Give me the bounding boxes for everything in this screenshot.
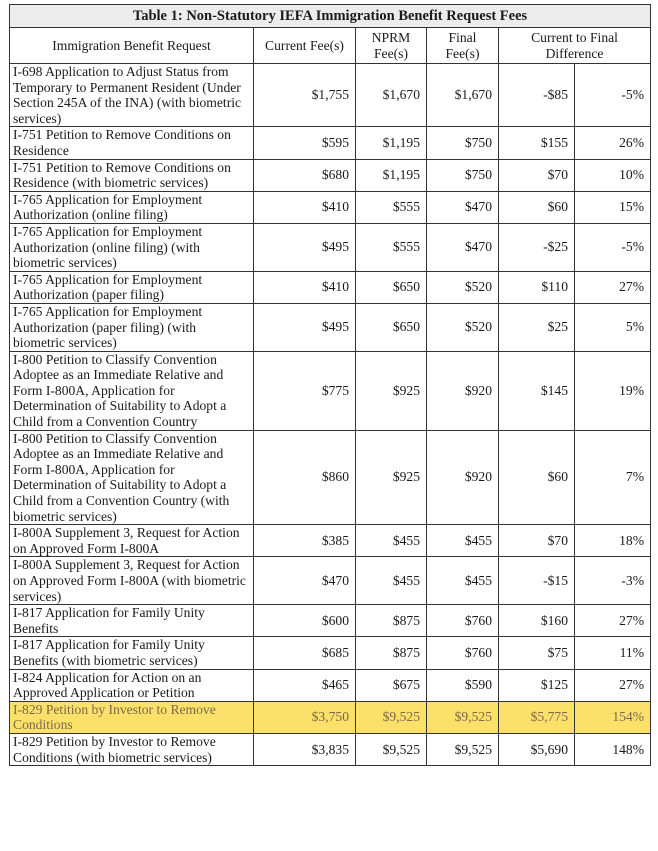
cell-request: I-800 Petition to Classify Convention Adoptee as an Immediate Relative and Form I-800A, Application for Determination of Suitability to Adopt a Child from a Convention Country (with biometric services) xyxy=(10,430,254,525)
cell-nprm-fee: $555 xyxy=(356,191,427,223)
header-final-fee: Final Fee(s) xyxy=(427,28,499,64)
cell-difference-percent: 18% xyxy=(575,525,651,557)
cell-current-fee: $685 xyxy=(254,637,356,669)
table-body xyxy=(10,64,651,766)
cell-final-fee: $9,525 xyxy=(427,701,499,733)
table-row xyxy=(10,557,651,605)
cell-current-fee: $3,835 xyxy=(254,733,356,765)
cell-request: I-800A Supplement 3, Request for Action on Approved Form I-800A xyxy=(10,525,254,557)
cell-request: I-829 Petition by Investor to Remove Conditions xyxy=(10,701,254,733)
cell-difference-percent: 27% xyxy=(575,271,651,303)
cell-current-fee: $410 xyxy=(254,191,356,223)
cell-difference-amount: $70 xyxy=(499,159,575,191)
cell-final-fee: $760 xyxy=(427,637,499,669)
cell-difference-percent: 5% xyxy=(575,303,651,351)
cell-difference-amount: $75 xyxy=(499,637,575,669)
cell-difference-percent: 10% xyxy=(575,159,651,191)
cell-difference-amount: $145 xyxy=(499,351,575,430)
cell-nprm-fee: $650 xyxy=(356,271,427,303)
cell-nprm-fee: $875 xyxy=(356,605,427,637)
table-row xyxy=(10,303,651,351)
cell-final-fee: $9,525 xyxy=(427,733,499,765)
cell-nprm-fee: $9,525 xyxy=(356,733,427,765)
cell-difference-amount: -$15 xyxy=(499,557,575,605)
cell-request: I-800 Petition to Classify Convention Adoptee as an Immediate Relative and Form I-800A, Application for Determination of Suitability to Adopt a Child from a Convention Country xyxy=(10,351,254,430)
cell-nprm-fee: $925 xyxy=(356,351,427,430)
cell-nprm-fee: $1,195 xyxy=(356,159,427,191)
cell-difference-percent: -3% xyxy=(575,557,651,605)
cell-final-fee: $750 xyxy=(427,159,499,191)
cell-current-fee: $410 xyxy=(254,271,356,303)
cell-current-fee: $385 xyxy=(254,525,356,557)
cell-request: I-817 Application for Family Unity Benefits (with biometric services) xyxy=(10,637,254,669)
cell-nprm-fee: $455 xyxy=(356,557,427,605)
cell-difference-amount: $25 xyxy=(499,303,575,351)
cell-difference-percent: 27% xyxy=(575,605,651,637)
table-row xyxy=(10,637,651,669)
cell-difference-percent: 19% xyxy=(575,351,651,430)
cell-current-fee: $3,750 xyxy=(254,701,356,733)
cell-nprm-fee: $555 xyxy=(356,223,427,271)
cell-difference-percent: -5% xyxy=(575,223,651,271)
cell-final-fee: $920 xyxy=(427,351,499,430)
fee-table xyxy=(9,4,651,766)
cell-request: I-765 Application for Employment Authorization (paper filing) xyxy=(10,271,254,303)
cell-current-fee: $495 xyxy=(254,223,356,271)
table-row xyxy=(10,605,651,637)
cell-difference-percent: 7% xyxy=(575,430,651,525)
cell-current-fee: $600 xyxy=(254,605,356,637)
cell-nprm-fee: $675 xyxy=(356,669,427,701)
table-row xyxy=(10,223,651,271)
table-row xyxy=(10,701,651,733)
cell-difference-amount: $110 xyxy=(499,271,575,303)
cell-difference-amount: $60 xyxy=(499,430,575,525)
cell-nprm-fee: $455 xyxy=(356,525,427,557)
table-row xyxy=(10,191,651,223)
cell-difference-percent: 26% xyxy=(575,127,651,159)
cell-request: I-824 Application for Action on an Approved Application or Petition xyxy=(10,669,254,701)
cell-difference-percent: 154% xyxy=(575,701,651,733)
cell-difference-amount: $5,775 xyxy=(499,701,575,733)
cell-request: I-751 Petition to Remove Conditions on Residence (with biometric services) xyxy=(10,159,254,191)
table-row xyxy=(10,271,651,303)
cell-difference-amount: -$25 xyxy=(499,223,575,271)
cell-difference-amount: $60 xyxy=(499,191,575,223)
cell-final-fee: $920 xyxy=(427,430,499,525)
cell-final-fee: $470 xyxy=(427,191,499,223)
cell-current-fee: $495 xyxy=(254,303,356,351)
table-row xyxy=(10,64,651,127)
table-row xyxy=(10,669,651,701)
cell-nprm-fee: $1,670 xyxy=(356,64,427,127)
header-difference: Current to Final Difference xyxy=(499,28,651,64)
cell-request: I-765 Application for Employment Authorization (online filing) xyxy=(10,191,254,223)
cell-current-fee: $595 xyxy=(254,127,356,159)
cell-current-fee: $1,755 xyxy=(254,64,356,127)
cell-final-fee: $590 xyxy=(427,669,499,701)
table-row xyxy=(10,351,651,430)
cell-current-fee: $680 xyxy=(254,159,356,191)
cell-difference-percent: 15% xyxy=(575,191,651,223)
cell-difference-percent: 27% xyxy=(575,669,651,701)
cell-nprm-fee: $875 xyxy=(356,637,427,669)
table-title: Table 1: Non-Statutory IEFA Immigration Benefit Request Fees xyxy=(10,5,651,28)
table-row xyxy=(10,159,651,191)
cell-request: I-829 Petition by Investor to Remove Conditions (with biometric services) xyxy=(10,733,254,765)
cell-difference-percent: 148% xyxy=(575,733,651,765)
cell-nprm-fee: $1,195 xyxy=(356,127,427,159)
cell-final-fee: $520 xyxy=(427,271,499,303)
cell-final-fee: $455 xyxy=(427,557,499,605)
cell-request: I-698 Application to Adjust Status from Temporary to Permanent Resident (Under Section 245A of the INA) (with biometric services) xyxy=(10,64,254,127)
cell-current-fee: $775 xyxy=(254,351,356,430)
cell-request: I-765 Application for Employment Authorization (online filing) (with biometric services) xyxy=(10,223,254,271)
header-request: Immigration Benefit Request xyxy=(10,28,254,64)
cell-current-fee: $465 xyxy=(254,669,356,701)
cell-final-fee: $760 xyxy=(427,605,499,637)
cell-difference-amount: $155 xyxy=(499,127,575,159)
cell-final-fee: $455 xyxy=(427,525,499,557)
table-row xyxy=(10,733,651,765)
cell-request: I-751 Petition to Remove Conditions on Residence xyxy=(10,127,254,159)
cell-request: I-800A Supplement 3, Request for Action on Approved Form I-800A (with biometric services) xyxy=(10,557,254,605)
table-row xyxy=(10,430,651,525)
table-row xyxy=(10,127,651,159)
cell-final-fee: $1,670 xyxy=(427,64,499,127)
cell-difference-amount: $125 xyxy=(499,669,575,701)
cell-current-fee: $860 xyxy=(254,430,356,525)
cell-difference-amount: $160 xyxy=(499,605,575,637)
table-row xyxy=(10,525,651,557)
header-nprm-fee: NPRM Fee(s) xyxy=(356,28,427,64)
cell-nprm-fee: $650 xyxy=(356,303,427,351)
cell-request: I-765 Application for Employment Authorization (paper filing) (with biometric services) xyxy=(10,303,254,351)
cell-difference-amount: $70 xyxy=(499,525,575,557)
cell-difference-amount: -$85 xyxy=(499,64,575,127)
cell-difference-amount: $5,690 xyxy=(499,733,575,765)
cell-nprm-fee: $9,525 xyxy=(356,701,427,733)
cell-nprm-fee: $925 xyxy=(356,430,427,525)
cell-final-fee: $470 xyxy=(427,223,499,271)
header-current-fee: Current Fee(s) xyxy=(254,28,356,64)
cell-difference-percent: -5% xyxy=(575,64,651,127)
fee-table-container xyxy=(9,4,650,766)
cell-final-fee: $520 xyxy=(427,303,499,351)
cell-request: I-817 Application for Family Unity Benefits xyxy=(10,605,254,637)
cell-current-fee: $470 xyxy=(254,557,356,605)
cell-difference-percent: 11% xyxy=(575,637,651,669)
cell-final-fee: $750 xyxy=(427,127,499,159)
